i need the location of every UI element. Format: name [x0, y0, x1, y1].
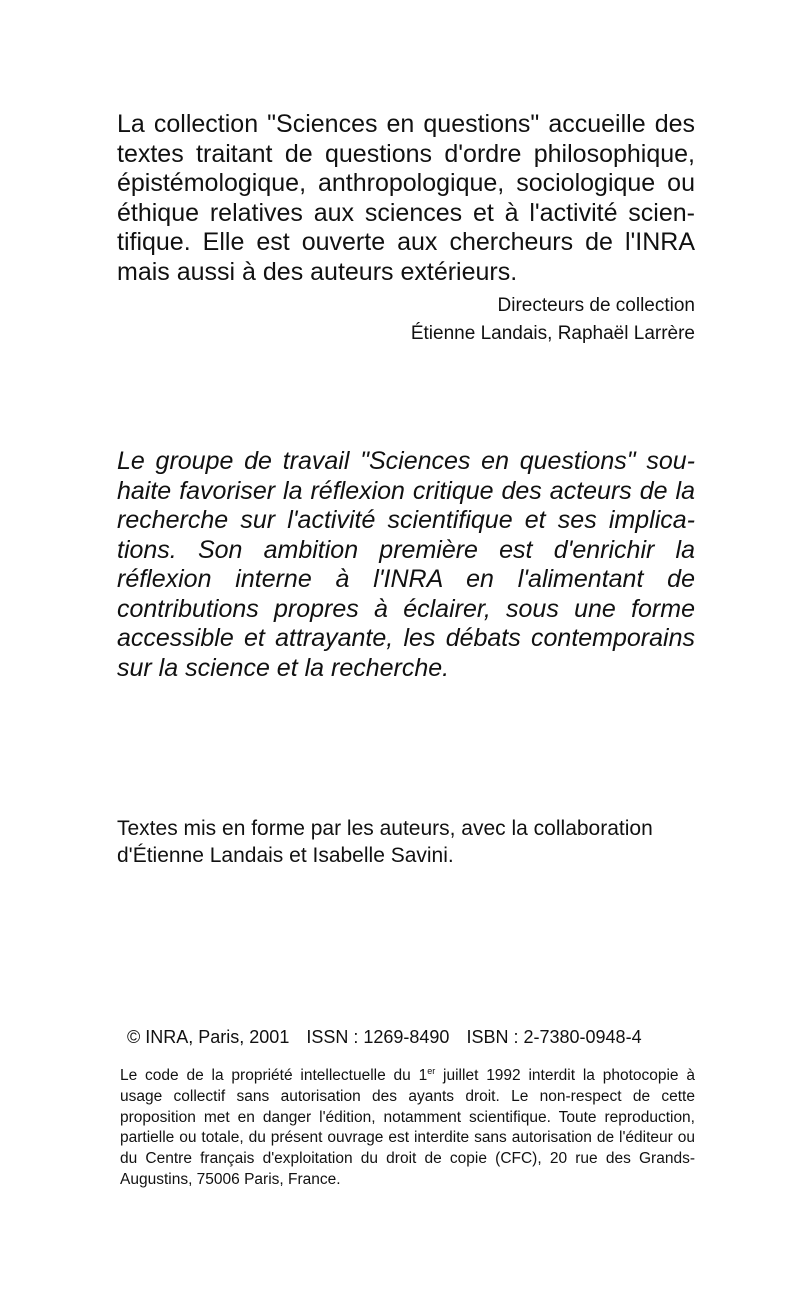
- collection-directors: [117, 292, 695, 348]
- editing-credits: Textes mis en forme par les auteurs, avec la collaboration d'Étienne Landais et Isabelle Savini.: [117, 817, 653, 867]
- copyright-publisher: © INRA, Paris, 2001: [127, 1027, 290, 1047]
- legal-notice-start: Le code de la propriété intellectuelle du 1: [120, 1067, 428, 1084]
- directors-label: Directeurs de collection: [497, 295, 695, 316]
- legal-notice-superscript: er: [427, 1065, 436, 1076]
- issn-number: ISSN : 1269-8490: [306, 1027, 450, 1047]
- directors-names: Étienne Landais, Raphaël Larrère: [410, 323, 695, 344]
- isbn-number: ISBN : 2-7380-0948-4: [466, 1027, 642, 1047]
- collection-description: La collection "Sciences en questions" accueille des textes traitant de questions d'ordre philosophique, épistémologique, anthropologique, sociologique ou éthique relatives aux sciences et à l'activité scientifique. Elle est ouverte aux chercheurs de l'INRA mais aussi à des auteurs extérieurs.: [117, 110, 695, 286]
- legal-notice-rest: juillet 1992 interdit la photocopie à usage collectif sans autorisation des ayants droit. Le non-respect de cette proposition met en danger l'édition, notamment scientifique. Toute reproduction, partielle ou totale, du présent ouvrage est interdite sans autorisation de l'éditeur ou du Centre français d'exploitation du droit de copie (CFC), 20 rue des Grands-Augustins, 75006 Paris, France.: [120, 1067, 695, 1188]
- legal-notice: [120, 1066, 695, 1191]
- copyright-line: [127, 1025, 697, 1049]
- working-group-statement: Le groupe de travail "Sciences en questions" souhaite favoriser la réflexion critique des acteurs de la recherche sur l'activité scientifique et ses implications. Son ambition première est d'enrichir la réflexion interne à l'INRA en l'alimentant de contributions propres à éclairer, sous une forme accessible et attrayante, les débats contemporains sur la science et la recherche.: [117, 447, 695, 682]
